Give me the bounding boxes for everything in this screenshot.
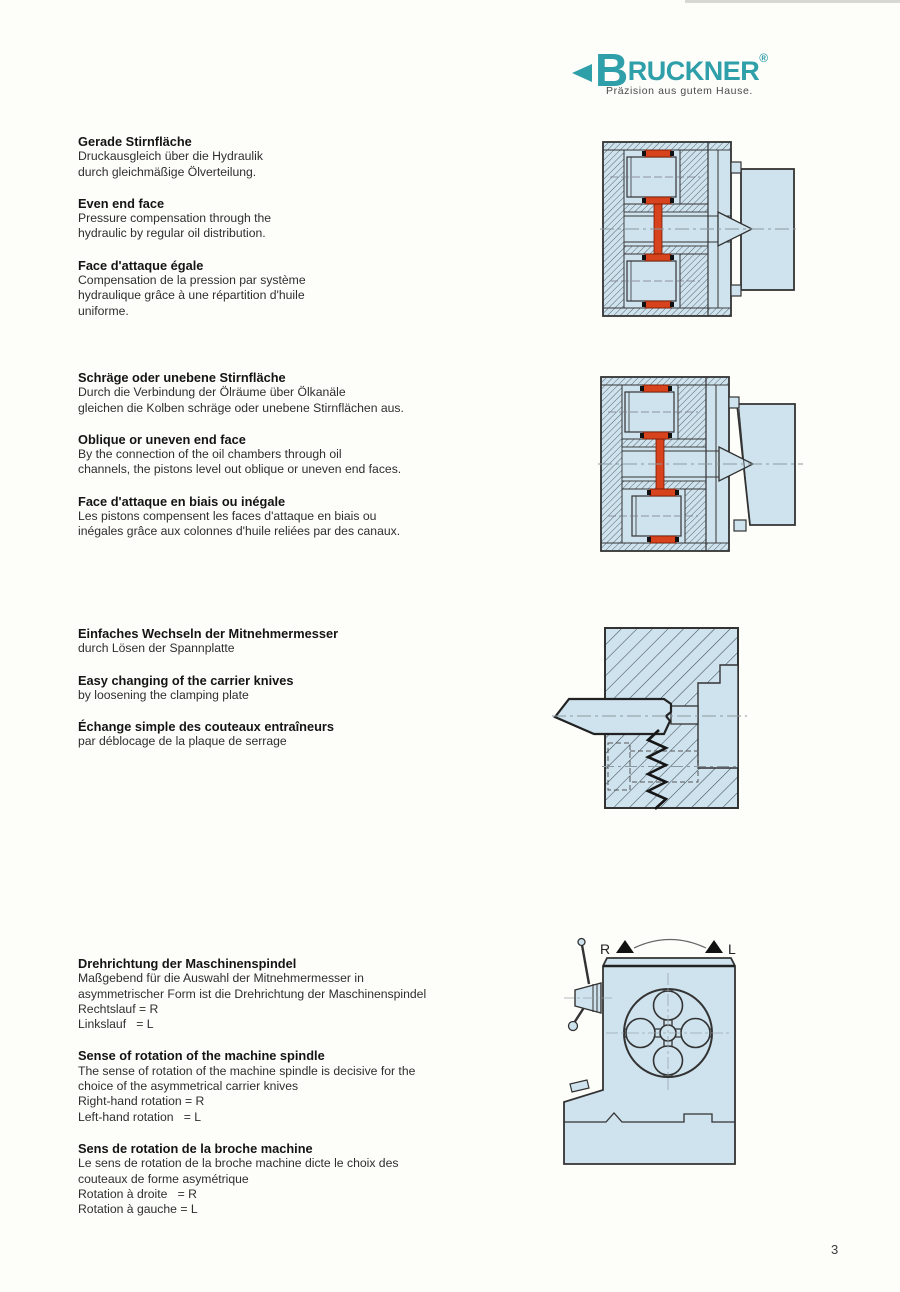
block-line: Pressure compensation through the <box>78 211 272 226</box>
block-heading: Sens de rotation de la broche machine <box>78 1140 313 1156</box>
rotation-right-arrow-icon <box>616 940 634 953</box>
rotation-left-arrow-icon <box>705 940 723 953</box>
block-line: The sense of rotation of the machine spindle is decisive for the <box>78 1063 416 1078</box>
block-line: Druckausgleich über die Hydraulik <box>78 149 263 164</box>
block-line: asymmetrischer Form ist die Drehrichtung der Maschinenspindel <box>78 986 427 1001</box>
block-line: Le sens de rotation de la broche machine dicte le choix des <box>78 1156 399 1171</box>
block-heading: Face d'attaque égale <box>78 257 204 273</box>
section-carrier-knives-text <box>78 626 518 766</box>
oblique-end-face-diagram <box>598 373 803 555</box>
block-line: Rechtslauf = R <box>78 1001 159 1016</box>
text-block-fr <box>78 719 518 750</box>
block-heading: Face d'attaque en biais ou inégale <box>78 493 286 509</box>
block-line: hydraulique grâce à une répartition d'huile <box>78 288 305 303</box>
cross-section-drawing <box>598 373 803 555</box>
block-line: durch gleichmäßige Ölverteilung. <box>78 164 257 179</box>
block-line: couteaux de forme asymétrique <box>78 1171 249 1186</box>
rotation-arc <box>634 940 706 949</box>
page-number: 3 <box>831 1242 839 1257</box>
block-line: durch Lösen der Spannplatte <box>78 641 235 656</box>
machine-front-view <box>550 933 745 1171</box>
text-block-de <box>78 956 518 1032</box>
block-line: Compensation de la pression par système <box>78 273 306 288</box>
block-heading: Drehrichtung der Maschinenspindel <box>78 956 297 971</box>
text-block-de <box>78 626 518 657</box>
text-block-en <box>78 432 518 478</box>
text-block-de <box>78 370 518 416</box>
spindle-rotation-diagram <box>550 933 745 1171</box>
carrier-knife-shape <box>555 699 671 734</box>
section-oblique-end-face-text <box>78 370 518 556</box>
block-line: Rotation à gauche = L <box>78 1202 198 1217</box>
block-heading: Easy changing of the carrier knives <box>78 672 294 688</box>
block-line: by loosening the clamping plate <box>78 687 249 702</box>
block-line: gleichen die Kolben schräge oder unebene Stirnflächen aus. <box>78 400 404 415</box>
block-heading: Sense of rotation of the machine spindle <box>78 1048 325 1064</box>
block-line: channels, the pistons level out oblique or uneven end faces. <box>78 462 402 477</box>
brand-tagline: Präzision aus gutem Hause. <box>606 84 753 97</box>
block-heading: Einfaches Wechseln der Mitnehmermesser <box>78 626 339 641</box>
block-line: Maßgebend für die Auswahl der Mitnehmermesser in <box>78 971 364 986</box>
block-line: Durch die Verbindung der Ölräume über Ölkanäle <box>78 385 346 400</box>
brand-rest: RUCKNER <box>627 56 760 86</box>
block-heading: Oblique or uneven end face <box>78 431 246 447</box>
brand-initial: B <box>595 44 628 96</box>
block-line: choice of the asymmetrical carrier knives <box>78 1079 299 1094</box>
text-block-fr <box>78 494 518 540</box>
block-line: par déblocage de la plaque de serrage <box>78 734 287 749</box>
block-line: inégales grâce aux colonnes d'huile reliées par des canaux. <box>78 524 401 539</box>
even-end-face-diagram <box>600 138 800 320</box>
block-line: Rotation à droite = R <box>78 1186 197 1201</box>
cross-section-drawing <box>600 138 800 320</box>
text-block-fr <box>78 1141 518 1217</box>
block-line: Right-hand rotation = R <box>78 1094 205 1109</box>
block-line: Linkslauf = L <box>78 1017 154 1032</box>
block-line: Les pistons compensent les faces d'attaque en biais ou <box>78 509 377 524</box>
block-line: By the connection of the oil chambers through oil <box>78 447 342 462</box>
block-heading: Even end face <box>78 195 165 211</box>
label-left-rotation: L <box>728 941 736 957</box>
label-right-rotation: R <box>600 941 611 957</box>
brand-logo <box>572 44 812 97</box>
block-line: uniforme. <box>78 303 129 318</box>
block-heading: Échange simple des couteaux entraîneurs <box>78 719 335 735</box>
carrier-knife-diagram <box>552 620 747 815</box>
text-block-fr <box>78 258 518 319</box>
section-sense-of-rotation-text <box>78 956 518 1233</box>
text-block-en <box>78 673 518 704</box>
text-block-de <box>78 134 518 180</box>
block-line: hydraulic by regular oil distribution. <box>78 226 266 241</box>
text-block-en <box>78 196 518 242</box>
block-heading: Schräge oder unebene Stirnfläche <box>78 370 286 385</box>
section-even-end-face-text <box>78 134 518 335</box>
block-line: Left-hand rotation = L <box>78 1109 201 1124</box>
logo-triangle-icon <box>572 64 592 82</box>
cross-section-drawing <box>552 620 747 815</box>
block-heading: Gerade Stirnfläche <box>78 134 192 149</box>
registered-mark: ® <box>759 51 769 65</box>
scan-artifact <box>685 0 900 3</box>
text-block-en <box>78 1048 518 1124</box>
